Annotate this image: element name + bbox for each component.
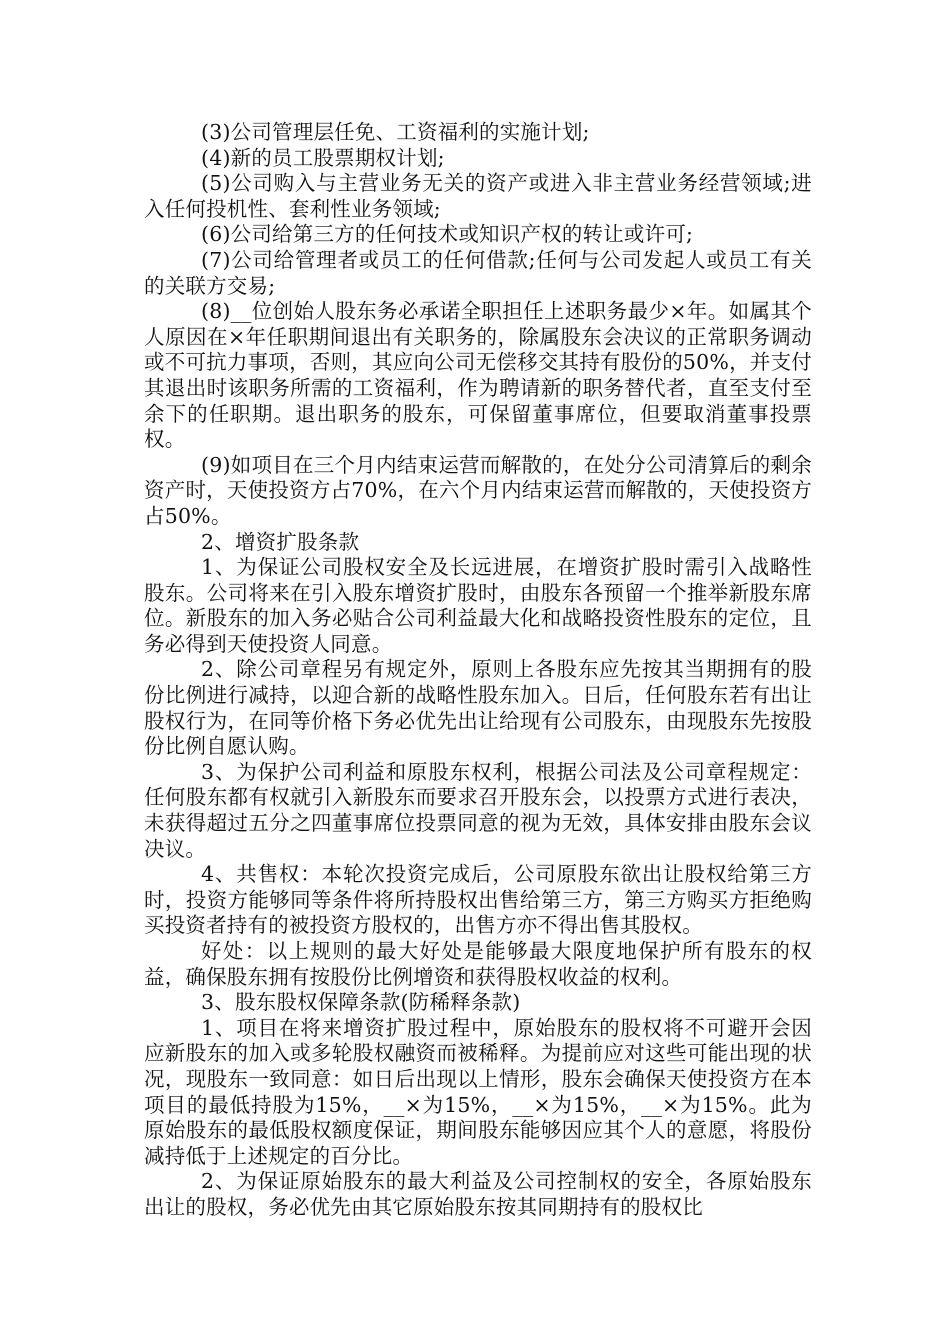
capital-increase-item-4: 4、共售权：本轮次投资完成后，公司原股东欲出让股权给第三方时，投资方能够同等条件将所持股权出售给第三方，第三方购买方拒绝购买投资者持有的被投资方股权的，出售方亦不得出售其股权。 [144, 862, 812, 938]
clause-9-dissolution: (9)如项目在三个月内结束运营而解散的，在处分公司清算后的剩余资产时，天使投资方占70%，在六个月内结束运营而解散的，天使投资方占50%。 [144, 452, 812, 528]
document-body [144, 120, 812, 1221]
section-heading-anti-dilution: 3、股东股权保障条款(防稀释条款) [201, 990, 521, 1015]
benefit-note: 好处：以上规则的最大好处是能够最大限度地保护所有股东的权益，确保股东拥有按股份比例增资和获得股权收益的权利。 [144, 939, 812, 989]
anti-dilution-item-2: 2、为保证原始股东的最大利益及公司控制权的安全，各原始股东出让的股权，务必优先由其它原始股东按其同期持有的股权比 [144, 1169, 812, 1219]
section-heading-capital-increase: 2、增资扩股条款 [201, 529, 360, 554]
anti-dilution-item-1: 1、项目在将来增资扩股过程中，原始股东的股权将不可避开会因应新股东的加入或多轮股权融资而被稀释。为提前应对这些可能出现的状况，现股东一致同意：如日后出现以上情形，股东会确保天使投资方在本项目的最低持股为15%，__×为15%，__×为15%，__×为15%。此为原始股东的最低股权额度保证，期间股东能够因应其个人的意愿，将股份减持低于上述规定的百分比。 [144, 1015, 812, 1168]
clause-5-asset-purchase: (5)公司购入与主营业务无关的资产或进入非主营业务经营领域;进入任何投机性、套利性业务领域; [144, 171, 812, 221]
clause-3-management-plan: (3)公司管理层任免、工资福利的实施计划; [201, 120, 590, 144]
clause-6-ip-transfer: (6)公司给第三方的任何技术或知识产权的转让或许可; [201, 222, 694, 247]
capital-increase-item-3: 3、为保护公司利益和原股东权利，根据公司法及公司章程规定：任何股东都有权就引入新股东而要求召开股东会，以投票方式进行表决，未获得超过五分之四董事席位投票同意的视为无效，具体安排由股东会议决议。 [144, 759, 812, 861]
capital-increase-item-1: 1、为保证公司股权安全及长远进展，在增资扩股时需引入战略性股东。公司将来在引入股东增资扩股时，由股东各预留一个推举新股东席位。新股东的加入务必贴合公司利益最大化和战略投资性股东的定位，且务必得到天使投资人同意。 [144, 555, 812, 656]
clause-7-loans: (7)公司给管理者或员工的任何借款;任何与公司发起人或员工有关的关联方交易; [144, 247, 812, 298]
clause-4-stock-option: (4)新的员工股票期权计划; [201, 145, 445, 170]
clause-8-founder-commitment: (8)__位创始人股东务必承诺全职担任上述职务最少×年。如属其个人原因在×年任职期间退出有关职务的，除属股东会决议的正常职务调动或不可抗力事项，否则，其应向公司无偿移交其持有股份的50%，并支付其退出时该职务所需的工资福利，作为聘请新的职务替代者，直至支付至余下的任职期。退出职务的股东，可保留董事席位，但要取消董事投票权。 [144, 299, 812, 452]
capital-increase-item-2: 2、除公司章程另有规定外，原则上各股东应先按其当期拥有的股份比例进行减持，以迎合新的战略性股东加入。日后，任何股东若有出让股权行为，在同等价格下务必优先出让给现有公司股东，由现股东先按股份比例自愿认购。 [144, 657, 812, 759]
